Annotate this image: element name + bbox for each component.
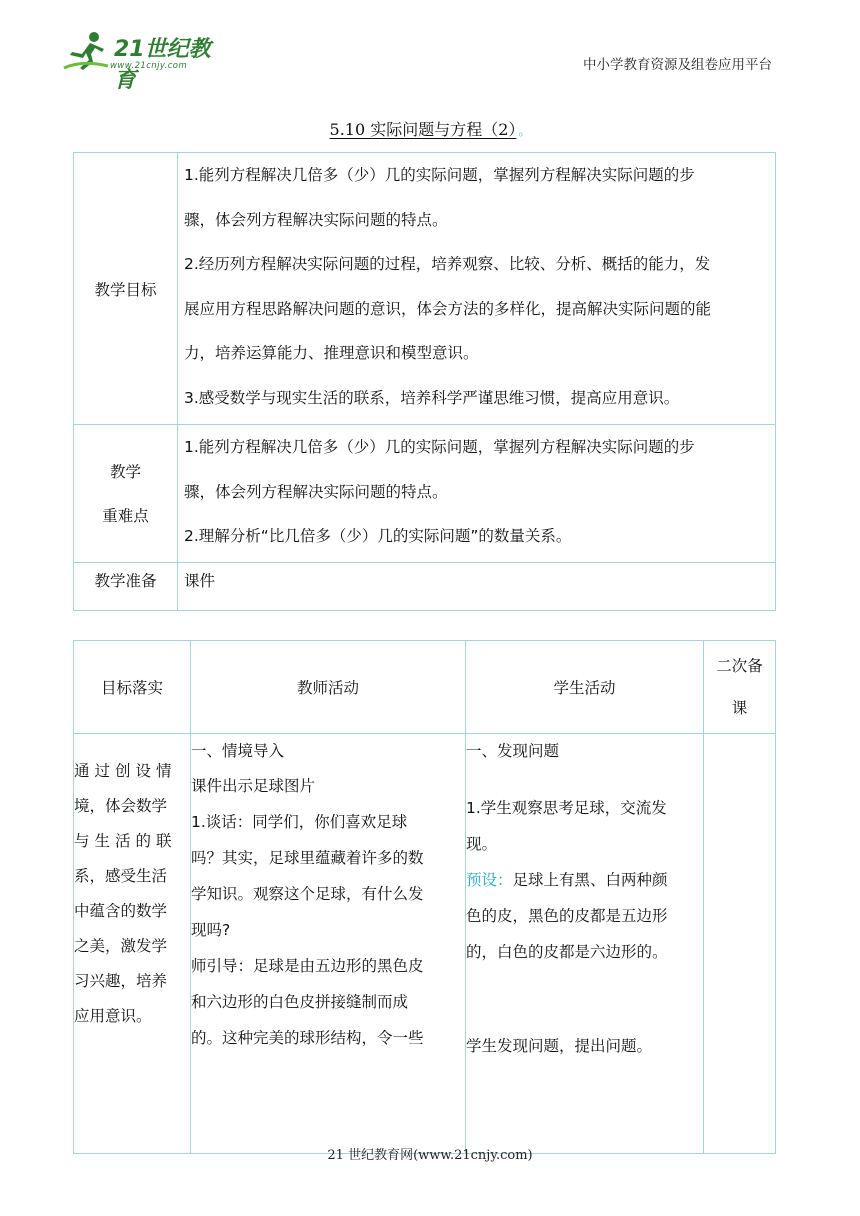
header-student: 学生活动: [466, 641, 704, 734]
kp-line: 2.理解分析“比几倍多（少）几的实际问题”的数量关系。: [184, 527, 572, 545]
goals-label: 教学目标: [74, 153, 178, 425]
logo-text: 21世纪教育: [114, 37, 211, 93]
prep-value: 课件: [178, 563, 776, 611]
goal-line: 1.能列方程解决几倍多（少）几的实际问题，掌握列方程解决实际问题的步: [184, 166, 695, 184]
teacher-cell: 一、情境导入 课件出示足球图片 1.谈话：同学们，你们喜欢足球 吗？其实，足球里蕴藏着许多的数 学知识。观察这个足球，有什么发 现吗? 师引导：足球是由五边形的黑色皮 和六边形的白色皮拼接缝制而成 的。这种完美的球形结构，令一些: [191, 734, 466, 1154]
header-teacher: 教师活动: [191, 641, 466, 734]
goal-line: 力，培养运算能力、推理意识和模型意识。: [184, 344, 479, 362]
backup-cell: [704, 734, 776, 1154]
goals-content: [178, 153, 776, 425]
preset-label: 预设：: [466, 871, 513, 889]
key-points-label: 教学 重难点: [74, 425, 178, 563]
key-points-content: [178, 425, 776, 563]
prep-label: 教学准备: [74, 563, 178, 611]
page-title: 5.10 实际问题与方程（2） 。: [329, 120, 531, 139]
platform-name: 中小学教育资源及组卷应用平台: [583, 57, 772, 73]
header-backup: 二次备 课: [704, 641, 776, 734]
logo: [62, 30, 232, 93]
info-table: [73, 152, 776, 611]
goal-line: 3.感受数学与现实生活的联系，培养科学严谨思维习惯，提高应用意识。: [184, 388, 680, 407]
goal-line: 骤，体会列方程解决实际问题的特点。: [184, 210, 448, 229]
goal-line: 展应用方程思路解决问题的意识，体会方法的多样化，提高解决实际问题的能: [184, 299, 712, 318]
title-mark: 。: [518, 124, 531, 138]
kp-line: 1.能列方程解决几倍多（少）几的实际问题，掌握列方程解决实际问题的步: [184, 438, 695, 456]
goal-line: 2.经历列方程解决实际问题的过程，培养观察、比较、分析、概括的能力，发: [184, 255, 711, 273]
footer: 21 世纪教育网(www.21cnjy.com): [327, 1148, 533, 1163]
header-goal: 目标落实: [74, 641, 191, 734]
activity-table: [73, 640, 776, 1154]
student-cell: 一、发现问题 1.学生观察思考足球，交流发 现。 预设：足球上有黑、白两种颜 色的皮，黑色的皮都是五边形 的，白色的皮都是六边形的。 学生发现问题，提出问题。: [466, 734, 704, 1154]
goal-cell: 通过创设情 境，体会数学 与生活的联 系，感受生活 中蕴含的数学 之美，激发学 习兴趣，培养 应用意识。: [74, 734, 191, 1154]
runner-logo-icon: [62, 30, 112, 72]
logo-url: www.21cnjy.com: [110, 61, 188, 71]
kp-line: 骤，体会列方程解决实际问题的特点。: [184, 482, 448, 501]
